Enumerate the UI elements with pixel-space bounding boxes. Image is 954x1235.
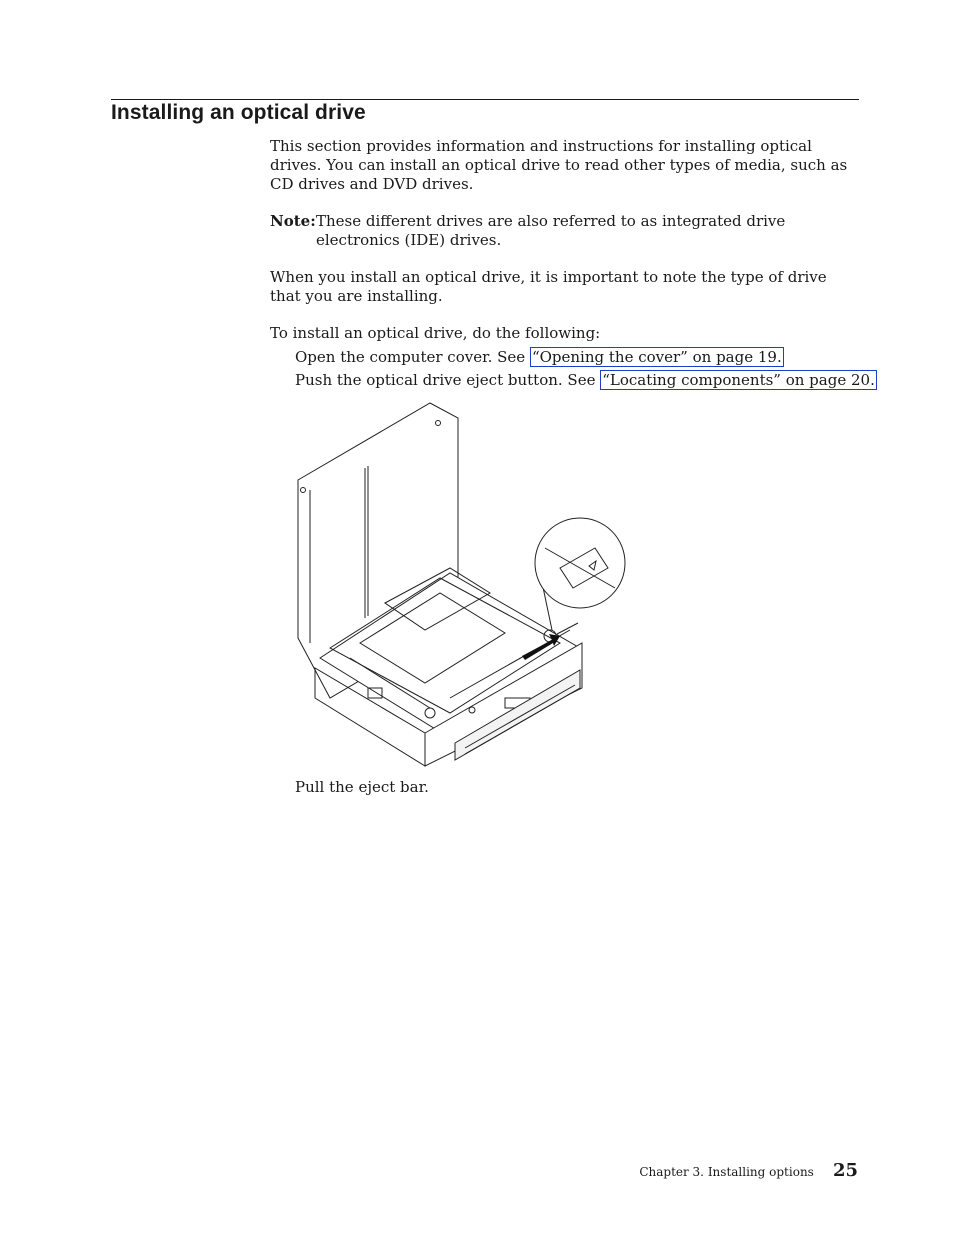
intro-paragraph: This section provides information and instructions for installing optical drives. You can install an optical drive to read other types of media, such as CD drives and DVD drives. — [270, 137, 848, 193]
locating-components-link[interactable]: “Locating components” on page 20. — [602, 371, 875, 389]
page-footer — [639, 1160, 858, 1181]
step-1-text: Open the computer cover. See — [295, 348, 530, 366]
to-install-paragraph: To install an optical drive, do the following: — [270, 324, 601, 342]
important-paragraph: When you install an optical drive, it is important to note the type of drive that you are installing. — [270, 268, 827, 305]
chapter-label: Chapter 3. Installing options — [639, 1165, 814, 1179]
step-1 — [295, 348, 784, 367]
eject-button-illustration — [290, 398, 630, 770]
note-label: Note: — [270, 212, 316, 230]
step-2 — [295, 371, 877, 390]
step-2-text: Push the optical drive eject button. See — [295, 371, 601, 389]
page-number: 25 — [832, 1160, 858, 1181]
opening-cover-link[interactable]: “Opening the cover” on page 19. — [531, 348, 782, 366]
step-3: Pull the eject bar. — [295, 778, 429, 796]
note-text: These different drives are also referred to as integrated drive electronics (IDE) drives. — [316, 212, 786, 249]
section-title: Installing an optical drive — [111, 101, 366, 124]
header-rule — [111, 99, 859, 100]
